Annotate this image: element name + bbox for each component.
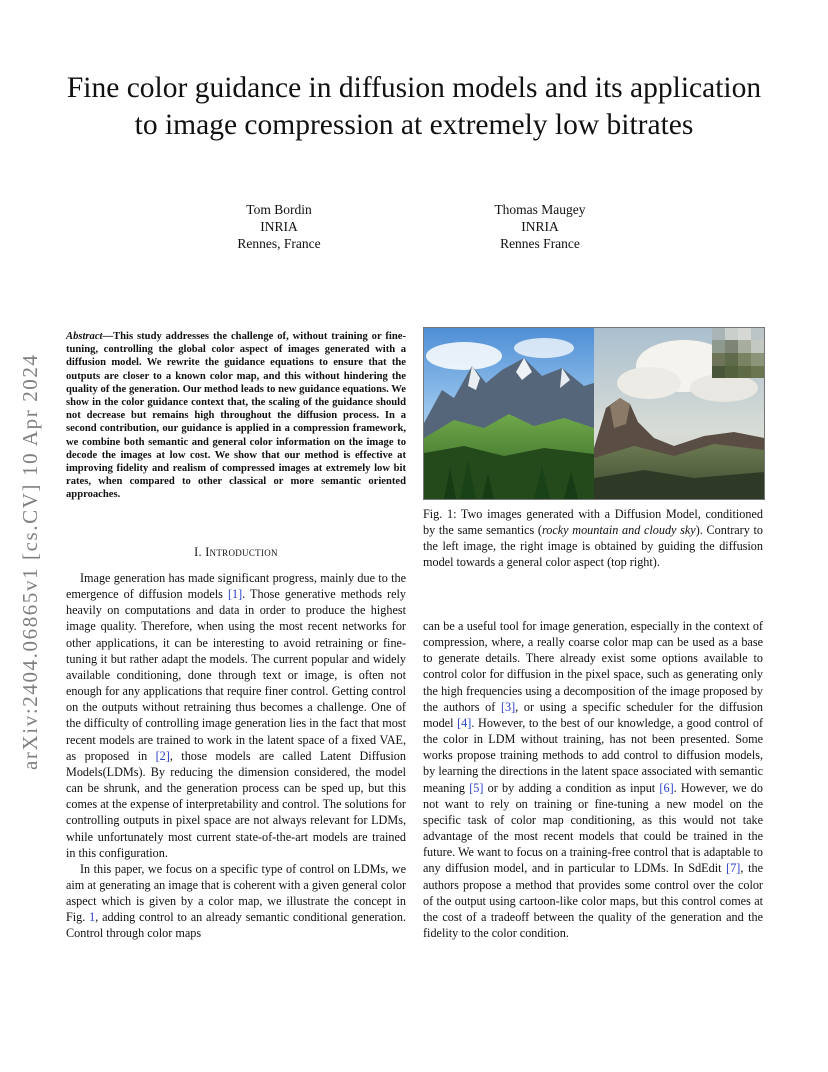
section-title: Introduction (205, 545, 278, 559)
text-run: , the authors propose a method that provides some control over the color of the output using cartoon-like color maps, but this control comes at the cost of a tradeoff between the quality of the generation and the fidelity to the color condition. (423, 861, 763, 940)
right-paragraph (423, 618, 763, 941)
citation-link[interactable]: [4] (457, 715, 472, 730)
citation-link[interactable]: [5] (469, 780, 484, 795)
author-2-name: Thomas Maugey (494, 202, 586, 217)
citation-link[interactable]: [1] (227, 587, 243, 602)
text-run: Fig. 1: Two images generated with a Diffusion Model, conditioned by the same semantics ( (423, 507, 763, 538)
text-run: , or using a specific scheduler for the diffusion model (423, 699, 764, 730)
left-generated-image (424, 328, 594, 499)
figure-1 (423, 327, 765, 500)
text-run: In this paper, we focus on a specific type of control on LDMs, we aim at generating an image that is coherent with a given general color aspect which is given by a color map, we illustrate the concept in Fig. (66, 861, 406, 925)
text-run: can be a useful tool for image generation, especially in the context of compression, where, a really coarse color map can be used as a base to generate details. There already exist some options available to control color for diffusion in the pixel space, such as generating only the high frequencies using a decomposition of the image proposed by the authors of (423, 619, 763, 714)
text-run: . Those generative methods rely heavily on computations and data in order to produce the highest image quality. Therefore, when using the most recent networks for other applications, it can be interesting to avoid retraining or fine-tuning it but rather adapt the models. The current popular and widely available conditioning, done through text or image, is often not enough for any applications that require finer control. Getting control on the outputs without retraining thus becomes a challenge. One of the difficulty of controlling image generation lies in the fact that most recent models are trained to work in the latent space of a fixed VAE, as proposed in (66, 587, 406, 763)
figure-link[interactable]: 1 (89, 910, 96, 925)
text-run: , adding control to an already semantic conditional generation. Control through color maps (66, 910, 406, 941)
author-1 (169, 201, 389, 252)
figure-1-images (424, 328, 764, 499)
color-map-inset (712, 328, 764, 378)
author-2 (430, 201, 650, 252)
caption-emphasis: rocky mountain and cloudy sky (541, 523, 696, 538)
citation-link[interactable]: [2] (155, 748, 170, 763)
intro-paragraph-1 (66, 570, 406, 861)
author-2-affiliation: INRIA (521, 219, 559, 234)
text-run: ). Contrary to the left image, the right image is obtained by guiding the diffusion model towards a general color aspect (top right). (423, 523, 763, 570)
text-run: . However, to the best of our knowledge, a good control of the color in LDM without training, has not been presented. Some works propose training methods to add control to diffusion models, by learning the directions in the latent space associated with semantic meaning (423, 715, 763, 795)
figure-1-caption (423, 506, 763, 571)
abstract-label: Abstract (66, 331, 103, 342)
text-run: Image generation has made significant progress, mainly due to the emergence of diffusion models (66, 571, 406, 602)
arxiv-stamp: arXiv:2404.06865v1 [cs.CV] 10 Apr 2024 (18, 353, 42, 770)
section-number: I. (194, 545, 202, 559)
author-1-name: Tom Bordin (246, 202, 312, 217)
citation-link[interactable]: [7] (726, 861, 741, 876)
abstract-text: —This study addresses the challenge of, without training or fine-tuning, controlling the global color aspect of images generated with a diffusion model. We rewrite the guidance equations to ensure that the outputs are closer to a known color map, and this without hindering the quality of the generation. Our method leads to new guidance equations. We show in the color guidance context that, the scaling of the guidance should not decrease but remains high throughout the diffusion process. In a second contribution, our guidance is applied in a compression framework, we combine both semantic and general color information on the image to decode the images at low cost. We show that our method is effective at improving fidelity and realism of compressed images at extremely low bit rates, when compared to other classical or more semantic oriented approaches. (66, 331, 406, 501)
paper-title: Fine color guidance in diffusion models and its application to image compression at extremely low bitrates (66, 72, 762, 141)
text-run: , those models are called Latent Diffusion Models(LDMs). By reducing the dimension considered, the model can be shrunk, and the generation process can be sped up, but this comes at the expense of interpretability and control. The solutions for controlling outputs in pixel space are not always relevant for LDMs, while unfortunately most current state-of-the-art models are trained in this configuration. (66, 748, 406, 860)
text-run: or by adding a condition as input (483, 780, 660, 795)
author-1-location: Rennes, France (237, 236, 321, 251)
section-heading (66, 545, 406, 560)
text-run: . However, we do not want to rely on training or fine-tuning a new model on the specific task of color map conditioning, as this would not take advantage of the most recent models that could be trained in the future. We want to focus on a training-free control that is adaptable to any diffusion model, and in particular to LDMs. In SdEdit (423, 780, 763, 876)
author-2-location: Rennes France (500, 236, 580, 251)
right-column-body (423, 618, 763, 941)
author-1-affiliation: INRIA (260, 219, 298, 234)
citation-link[interactable]: [6] (659, 780, 674, 795)
citation-link[interactable]: [3] (500, 699, 516, 714)
left-column-body (66, 570, 406, 942)
abstract (66, 330, 406, 502)
intro-paragraph-2 (66, 861, 406, 942)
